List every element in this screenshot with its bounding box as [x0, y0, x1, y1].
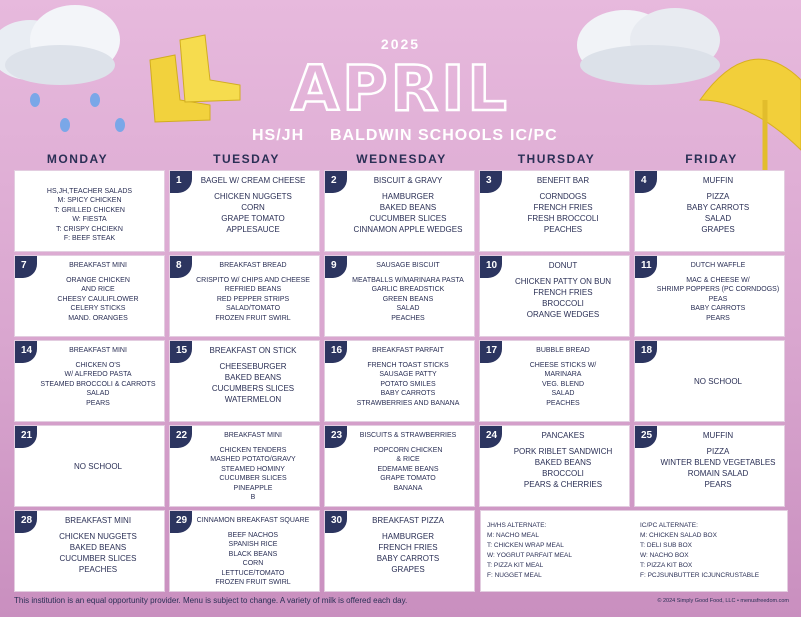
- menu-item: MEATBALLS W/MARINARA PASTA: [352, 276, 464, 284]
- day-number: 8: [170, 256, 192, 278]
- menu-item: AND RICE: [81, 286, 115, 293]
- menu-item: MARINARA: [544, 371, 582, 378]
- menu-item: MAND. ORANGES: [68, 314, 128, 322]
- menu-item: CHEESY CAULIFLOWER: [57, 295, 139, 303]
- day-content: [190, 171, 316, 251]
- breakfast-item: DUTCH WAFFLE: [690, 262, 746, 269]
- menu-item: VEG. BLEND: [541, 380, 584, 388]
- alt-line: T: PIZZA KIT MEAL: [487, 562, 544, 569]
- day-content: [35, 511, 161, 591]
- menu-item: FRESH BROCCOLI: [527, 213, 599, 223]
- breakfast-item: MUFFIN: [702, 431, 734, 440]
- breakfast-item: BREAKFAST ON STICK: [209, 346, 297, 355]
- day-cell: [479, 340, 630, 422]
- lunch-items: [210, 446, 295, 503]
- day-number: 10: [480, 256, 502, 278]
- lunch-items: [527, 191, 598, 235]
- menu-item: BANANA: [393, 484, 423, 492]
- breakfast-item: BREAKFAST BREAD: [219, 262, 287, 269]
- menu-item: BAKED BEANS: [379, 202, 437, 212]
- menu-item: SALAD: [551, 390, 575, 397]
- lunch-items: [74, 461, 122, 472]
- lunch-items: [514, 446, 613, 490]
- day-content: [500, 341, 626, 421]
- menu-item: BROCCOLI: [542, 468, 584, 478]
- alternates-ic: [634, 511, 787, 591]
- menu-item: WINTER BLEND VEGETABLES: [660, 457, 776, 467]
- breakfast-item: BISCUIT & GRAVY: [373, 176, 443, 185]
- menu-item: GRAPES: [701, 224, 735, 234]
- month-title: APRIL: [291, 52, 510, 125]
- breakfast-item: DONUT: [548, 261, 578, 270]
- day-content: [345, 256, 471, 336]
- day-cell: [14, 340, 165, 422]
- menu-item: BAKED BEANS: [534, 457, 592, 467]
- menu-item: CUCUMBER SLICES: [219, 475, 287, 482]
- menu-item: SALAD: [704, 213, 732, 223]
- menu-item: HS,JH,TEACHER SALADS: [46, 187, 133, 195]
- menu-item: CHICKEN O'S: [75, 361, 121, 369]
- breakfast-item: BENEFIT BAR: [536, 176, 590, 185]
- lunch-items: [694, 376, 742, 387]
- lunch-items: [352, 276, 464, 324]
- menu-item: W/ ALFREDO PASTA: [64, 371, 132, 378]
- lunch-items: [377, 531, 440, 575]
- day-number: 24: [480, 426, 502, 448]
- lunch-items: [357, 361, 460, 409]
- day-content: [500, 171, 626, 251]
- menu-item: PINEAPPLE: [233, 484, 273, 492]
- day-number: 21: [15, 426, 37, 448]
- breakfast-item: BISCUITS & STRAWBERRIES: [359, 432, 457, 439]
- day-content: [35, 341, 161, 421]
- day-number: 17: [480, 341, 502, 363]
- day-number: 18: [635, 341, 657, 363]
- day-header-monday: MONDAY: [46, 152, 109, 166]
- day-content: [190, 511, 316, 591]
- breakfast-item: BREAKFAST MINI: [69, 262, 127, 269]
- menu-item: CHICKEN TENDERS: [219, 446, 287, 454]
- menu-item: STRAWBERRIES AND BANANA: [356, 399, 460, 407]
- menu-item: BEEF NACHOS: [227, 531, 279, 539]
- breakfast-item: BREAKFAST PIZZA: [372, 516, 444, 525]
- menu-item: BAKED BEANS: [69, 542, 127, 552]
- lunch-items: [47, 187, 132, 244]
- menu-item: CORN: [241, 202, 265, 212]
- menu-item: SALAD: [396, 305, 420, 312]
- day-content: [655, 341, 781, 421]
- lunch-items: [59, 531, 137, 575]
- menu-item: CUCUMBER SLICES: [59, 553, 137, 563]
- day-content: [500, 256, 626, 336]
- menu-item: STEAMED BROCCOLI & CARROTS: [40, 380, 156, 388]
- alt-line: F: NUGGET MEAL: [487, 572, 542, 579]
- day-cell: [324, 170, 475, 252]
- lunch-items: [196, 276, 310, 324]
- menu-item: PEARS: [86, 399, 110, 407]
- lunch-items: [687, 191, 750, 235]
- menu-item: GREEN BEANS: [382, 295, 434, 303]
- day-cell: [479, 425, 630, 507]
- breakfast-item: BREAKFAST MINI: [224, 432, 282, 439]
- day-cell: [14, 255, 165, 337]
- day-number: 1: [170, 171, 192, 193]
- menu-item: PEARS: [706, 314, 730, 322]
- day-cell: [169, 255, 320, 337]
- menu-item: CRISPITO W/ CHIPS AND CHEESE: [196, 276, 310, 284]
- breakfast-item: MUFFIN: [702, 176, 734, 185]
- footer-copyright: © 2024 Simply Good Food, LLC • menusfreedom.com: [657, 598, 789, 604]
- day-number: 4: [635, 171, 657, 193]
- alt-line: W: YOGRUT PARFAIT MEAL: [487, 552, 573, 559]
- menu-item: CUCUMBER SLICES: [369, 213, 447, 223]
- menu-item: CHEESEBURGER: [219, 361, 287, 371]
- day-header-thursday: THURSDAY: [517, 152, 596, 166]
- day-number: 15: [170, 341, 192, 363]
- day-header-wednesday: WEDNESDAY: [356, 152, 447, 166]
- menu-item: BLACK BEANS: [228, 550, 278, 558]
- menu-item: WATERMELON: [224, 394, 282, 404]
- year-label: 2025: [380, 36, 421, 52]
- lunch-items: [374, 446, 443, 494]
- alt-line: M: NACHO MEAL: [487, 532, 540, 539]
- alt-line: IC/PC ALTERNATE:: [640, 522, 698, 529]
- menu-item: GRAPE TOMATO: [380, 475, 436, 482]
- menu-item: T: GRILLED CHICKEN: [54, 206, 125, 214]
- menu-item: FRENCH FRIES: [533, 287, 593, 297]
- day-header-friday: FRIDAY: [685, 152, 738, 166]
- day-number: 29: [170, 511, 192, 533]
- menu-item: HAMBURGER: [381, 531, 434, 541]
- lunch-items: [215, 531, 290, 588]
- alt-line: M: CHICKEN SALAD BOX: [640, 532, 717, 539]
- day-number: 3: [480, 171, 502, 193]
- day-number: 9: [325, 256, 347, 278]
- menu-item: F: BEEF STEAK: [63, 235, 116, 242]
- menu-item: PEARS: [704, 479, 732, 489]
- footer-notice: This institution is an equal opportunity provider. Menu is subject to change. A variety of milk is offered each day.: [14, 596, 408, 605]
- day-number: 14: [15, 341, 37, 363]
- menu-item: POPCORN CHICKEN: [373, 446, 443, 454]
- day-cell: [634, 255, 785, 337]
- day-number: 30: [325, 511, 347, 533]
- day-cell: [634, 340, 785, 422]
- day-content: [35, 426, 161, 506]
- alt-line: T: DELI SUB BOX: [640, 542, 693, 549]
- breakfast-item: PANCAKES: [541, 431, 585, 440]
- day-number: 2: [325, 171, 347, 193]
- day-cell: [14, 170, 165, 252]
- menu-item: W: FIESTA: [72, 216, 107, 223]
- breakfast-item: CINNAMON BREAKFAST SQUARE: [196, 517, 310, 524]
- day-cell: [324, 510, 475, 592]
- day-cell: [169, 425, 320, 507]
- menu-item: SHRIMP POPPERS (PC CORNDOGS): [656, 286, 780, 293]
- menu-item: PEAS: [708, 295, 728, 303]
- menu-item: CHICKEN NUGGETS: [214, 191, 292, 201]
- alternates-hs: [481, 511, 634, 591]
- menu-item: STEAMED HOMINY: [221, 465, 285, 473]
- day-number: 7: [15, 256, 37, 278]
- alt-line: F: PCJSUNBUTTER ICJUNCRUSTABLE: [640, 572, 760, 579]
- alt-line: T: CHICKEN WRAP MEAL: [487, 542, 564, 549]
- menu-item: M: SPICY CHICKEN: [57, 197, 122, 204]
- menu-item: CHEESE STICKS W/: [529, 361, 597, 369]
- menu-item: PORK RIBLET SANDWICH: [513, 446, 613, 456]
- menu-item: BABY CARROTS: [380, 390, 436, 397]
- alternates-box: [480, 510, 788, 592]
- day-number: 25: [635, 426, 657, 448]
- lunch-items: [530, 361, 597, 409]
- lunch-items: [214, 191, 292, 235]
- day-number: 28: [15, 511, 37, 533]
- menu-item: SAUSAGE PATTY: [379, 371, 437, 378]
- menu-item: MAC & CHEESE W/: [686, 276, 750, 284]
- lunch-items: [40, 361, 155, 409]
- alt-line: JH/HS ALTERNATE:: [487, 522, 547, 529]
- alt-line: T: PIZZA KIT BOX: [640, 562, 693, 569]
- menu-item: T: CRISPY CHCIEKN: [56, 225, 123, 233]
- day-content: [655, 256, 781, 336]
- breakfast-item: SAUSAGE BISCUIT: [376, 262, 440, 269]
- day-cell: [324, 340, 475, 422]
- menu-item: LETTUCE/TOMATO: [221, 569, 285, 577]
- day-number: 16: [325, 341, 347, 363]
- menu-item: ORANGE CHICKEN: [66, 276, 130, 284]
- menu-item: NO SCHOOL: [73, 461, 122, 471]
- day-content: [190, 256, 316, 336]
- menu-item: HAMBURGER: [381, 191, 434, 201]
- lunch-items: [657, 276, 779, 324]
- day-content: [190, 341, 316, 421]
- menu-item: B: [250, 494, 256, 501]
- menu-item: CORNDOGS: [539, 191, 587, 201]
- breakfast-item: BREAKFAST PARFAIT: [372, 347, 444, 354]
- day-content: [345, 341, 471, 421]
- menu-item: SALAD: [86, 390, 110, 397]
- menu-item: GRAPES: [391, 564, 425, 574]
- menu-item: FROZEN FRUIT SWIRL: [215, 314, 291, 322]
- day-content: [655, 426, 781, 506]
- menu-item: RED PEPPER STRIPS: [216, 295, 290, 303]
- day-content: [35, 256, 161, 336]
- day-cell: [479, 170, 630, 252]
- day-content: [345, 426, 471, 506]
- breakfast-item: BUBBLE BREAD: [536, 347, 590, 354]
- subtitle-right: IC/PC: [510, 127, 558, 144]
- menu-item: BABY CARROTS: [690, 305, 746, 312]
- menu-item: MASHED POTATO/GRAVY: [210, 456, 296, 463]
- alt-line: W: NACHO BOX: [640, 552, 689, 559]
- lunch-items: [212, 361, 294, 405]
- menu-item: PIZZA: [706, 191, 730, 201]
- menu-item: BAKED BEANS: [224, 372, 282, 382]
- day-content: [345, 171, 471, 251]
- lunch-items: [57, 276, 138, 324]
- day-number: 22: [170, 426, 192, 448]
- menu-item: GARLIC BREADSTICK: [371, 286, 445, 293]
- menu-item: FRENCH TOAST STICKS: [367, 361, 449, 369]
- day-cell: [14, 425, 165, 507]
- menu-item: POTATO SMILES: [380, 380, 436, 388]
- menu-item: CUCUMBERS SLICES: [211, 383, 295, 393]
- menu-item: GRAPE TOMATO: [221, 213, 285, 223]
- breakfast-item: BAGEL W/ CREAM CHEESE: [200, 176, 306, 185]
- day-content: [345, 511, 471, 591]
- menu-item: PEACHES: [391, 314, 425, 322]
- day-cell: [324, 425, 475, 507]
- menu-item: BABY CARROTS: [686, 202, 750, 212]
- menu-item: APPLESAUCE: [226, 224, 280, 234]
- menu-item: EDEMAME BEANS: [377, 465, 439, 473]
- day-cell: [169, 340, 320, 422]
- menu-item: ROMAIN SALAD: [687, 468, 749, 478]
- menu-item: PEACHES: [78, 564, 118, 574]
- day-content: [18, 171, 161, 251]
- breakfast-item: BREAKFAST MINI: [64, 516, 132, 525]
- day-cell: [634, 170, 785, 252]
- day-cell: [324, 255, 475, 337]
- day-header-tuesday: TUESDAY: [213, 152, 280, 166]
- day-content: [655, 171, 781, 251]
- menu-item: FROZEN FRUIT SWIRL: [215, 579, 291, 586]
- subtitle-left: HS/JH: [252, 127, 305, 144]
- menu-item: CORN: [242, 560, 264, 567]
- menu-item: NO SCHOOL: [693, 376, 742, 386]
- lunch-items: [515, 276, 611, 320]
- menu-item: REFRIED BEANS: [224, 286, 282, 293]
- menu-item: CHICKEN NUGGETS: [59, 531, 137, 541]
- day-content: [500, 426, 626, 506]
- menu-item: PEACHES: [543, 224, 583, 234]
- menu-item: ORANGE WEDGES: [526, 309, 600, 319]
- subtitle-center: BALDWIN SCHOOLS: [330, 127, 505, 144]
- breakfast-item: BREAKFAST MINI: [69, 347, 127, 354]
- menu-item: PIZZA: [706, 446, 730, 456]
- lunch-items: [661, 446, 776, 490]
- day-cell: [634, 425, 785, 507]
- menu-item: CINNAMON APPLE WEDGES: [353, 224, 463, 234]
- day-cell: [14, 510, 165, 592]
- day-number: 11: [635, 256, 657, 278]
- day-cell: [169, 170, 320, 252]
- menu-item: & RICE: [396, 456, 420, 463]
- day-content: [190, 426, 316, 506]
- menu-item: CELERY STICKS: [70, 305, 126, 312]
- day-number: 23: [325, 426, 347, 448]
- menu-item: SPANISH RICE: [228, 541, 278, 548]
- day-cell: [169, 510, 320, 592]
- menu-item: FRENCH FRIES: [533, 202, 593, 212]
- menu-item: BROCCOLI: [542, 298, 584, 308]
- menu-item: SALAD/TOMATO: [225, 305, 281, 312]
- menu-item: CHICKEN PATTY ON BUN: [514, 276, 611, 286]
- day-cell: [479, 255, 630, 337]
- menu-item: FRENCH FRIES: [378, 542, 438, 552]
- lunch-items: [354, 191, 463, 235]
- menu-item: BABY CARROTS: [376, 553, 440, 563]
- menu-item: PEACHES: [546, 399, 580, 407]
- menu-item: PEARS & CHERRIES: [523, 479, 603, 489]
